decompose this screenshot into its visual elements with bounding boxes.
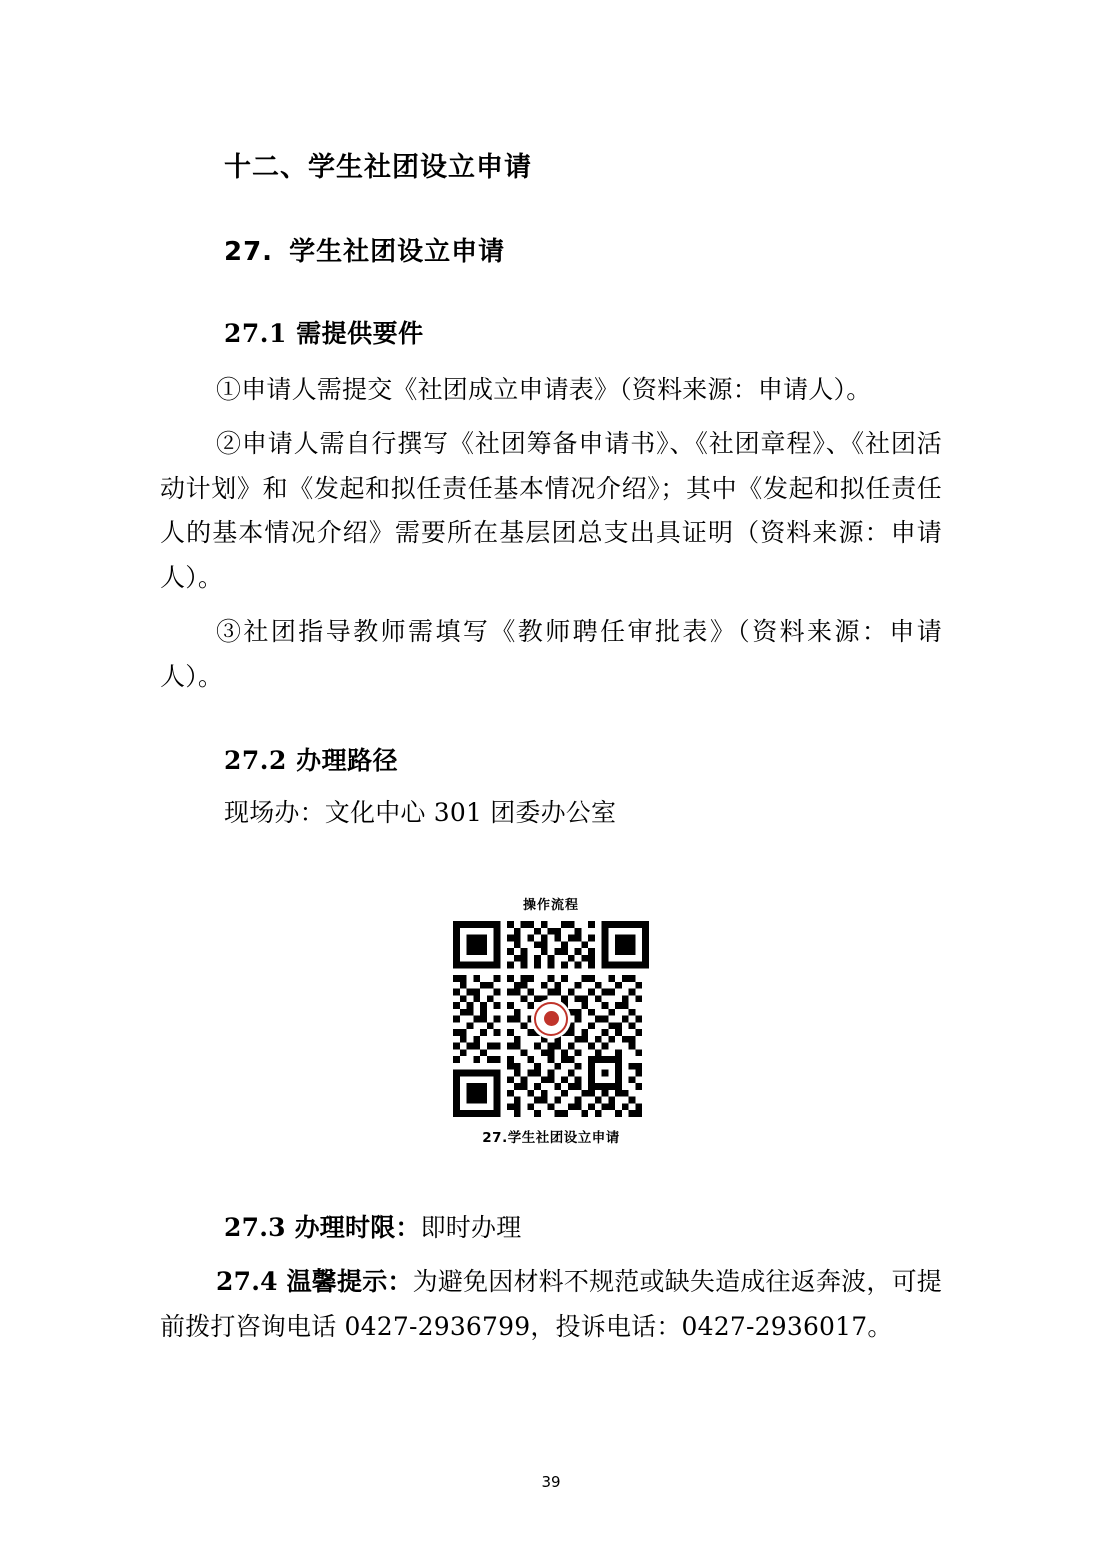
item-title: 学生社团设立申请 [289,236,506,267]
qr-code-block [436,894,666,1146]
tail-paragraphs [160,1206,942,1350]
requirement-item-2: ②申请人需自行撰写《社团筹备申请书》、《社团章程》、《社团活动计划》和《发起和拟任责任基本情况介绍》；其中《发起和拟任责任人的基本情况介绍》需要所在基层团总支出具证明（资料来源：申请人）。 [160,429,942,592]
service-path-line: 现场办：文化中心 301 团委办公室 [224,798,617,827]
qr-caption-top: 操作流程 [522,897,579,913]
notice-line [160,1260,942,1349]
subsection-27-2-heading: 27.2 办理路径 [224,746,399,775]
qr-center-logo [531,999,571,1039]
processing-time-line [160,1206,942,1251]
item-number: 27. [224,236,274,267]
notice-value: 为避免因材料不规范或缺失造成往返奔波，可提前拨打咨询电话 0427-2936799，投诉电话：0427-2936017。 [160,1267,942,1341]
page-number: 39 [541,1473,561,1491]
subsection-27-1-heading: 27.1 需提供要件 [224,318,424,348]
qr-code-image [453,921,649,1117]
qr-caption-bottom: 27.学生社团设立申请 [482,1129,620,1146]
section-heading: 十二、学生社团设立申请 [224,152,532,183]
processing-time-value: 即时办理 [420,1212,522,1242]
requirement-item-3: ③社团指导教师需填写《教师聘任审批表》（资料来源：申请人）。 [160,617,942,691]
item-heading [224,233,942,272]
notice-label: 27.4 温馨提示： [216,1267,413,1296]
requirement-item-1: ①申请人需提交《社团成立申请表》（资料来源：申请人）。 [216,374,872,404]
processing-time-label: 27.3 办理时限： [224,1212,421,1242]
